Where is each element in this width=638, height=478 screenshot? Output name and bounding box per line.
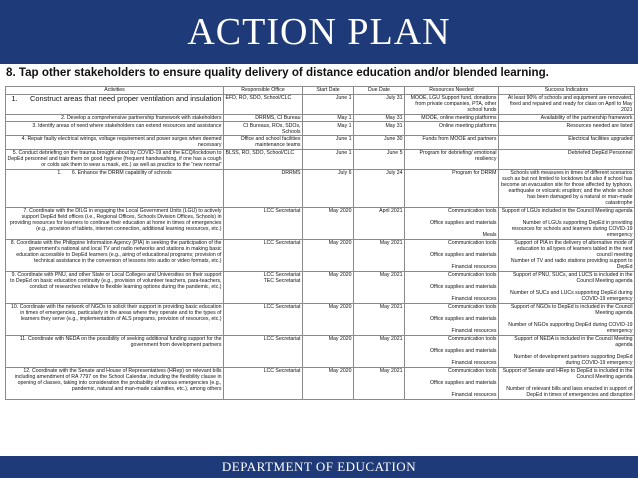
start-date-cell: May 1	[303, 122, 354, 136]
activity-cell: 7. Coordinate with the DILG in engaging the Local Government Units (LGU) to actively support DepEd field offices (i.e., Regional Offices, Schools Division Offices, Schools) in providing resources for learners to continue their education at home in times of emergencies (e.g., provision of tablets, internet connection, additional learning resources, etc.)	[6, 207, 224, 239]
resources-cell	[405, 239, 499, 271]
indicator-item: Support of Senate and HRep to DepEd is included in the Council Meeting agenda	[502, 368, 633, 381]
start-date-cell: May 2020	[303, 303, 354, 335]
indicators-cell: Schools with measures in times of different scenarios such as but not limited to lockdown but also if school has become an evacuation site for those affected by typhoon, earthquake or volcanic eruption; and the whole school has been damaged by a natural or man-made catastrophe	[499, 169, 635, 207]
activity-cell: 8. Coordinate with the Philippine Information Agency (PIA) in seeking the participation of the government’s national and local TV and radio networks and stations in making basic education accessible to DepEd learners (e.g., airing of educational programs; provision of technical assistance in the conversion of lessons into audio or video formats, etc.)	[6, 239, 224, 271]
due-date-cell: June 30	[354, 136, 405, 150]
resources-cell: MOOE, online meeting platforms	[405, 114, 499, 122]
office-item: TEC Secretariat	[263, 278, 301, 285]
indicator-item: Number of TV and radio stations providing support to DepEd	[510, 258, 633, 271]
table-row	[6, 207, 635, 239]
activity-cell: 9. Coordinate with PNU, and other State or Local Colleges and Universities on their support to DepEd on basic education continuity (e.g., provision of volunteer teachers, para-teachers, conduct of researches relative to flexible learning options during the pandemic, etc.)	[6, 271, 224, 303]
resource-item: Communication tools	[448, 304, 497, 311]
indicators-cell: Debriefed DepEd Personnel	[499, 149, 635, 169]
office-cell: BLSS, RO, SDO, School/CLC	[224, 149, 303, 169]
resources-cell: Program for DRRM	[405, 169, 499, 207]
column-header: Due Date	[354, 87, 405, 95]
resources-cell: Funds from MOOE and partners	[405, 136, 499, 150]
resource-item: Meals	[482, 232, 497, 239]
resource-item: Office supplies and materials	[429, 252, 497, 259]
office-cell: LCC Secretariat	[224, 239, 303, 271]
activity-cell: 4. Repair faulty electrical wirings, voltage requirement and power surges when deemed necessary	[6, 136, 224, 150]
start-date-cell: May 2020	[303, 271, 354, 303]
table-row	[6, 136, 635, 150]
due-date-cell: May 2021	[354, 367, 405, 399]
start-date-cell: May 2020	[303, 367, 354, 399]
title-banner	[0, 0, 638, 64]
due-date-cell: May 31	[354, 122, 405, 136]
start-date-cell: May 1	[303, 114, 354, 122]
resources-cell: Program for debriefing/ emotional resiliency	[405, 149, 499, 169]
table-row	[6, 169, 635, 207]
indicators-cell: Availability of the partnership framework	[499, 114, 635, 122]
indicator-item: Number of LGUs supporting DepEd in providing resources for schools and learners during COVID-19 emergency	[511, 220, 633, 239]
activity-cell: 3. Identify areas of need where stakeholders can extend resources and assistance	[6, 122, 224, 136]
resource-item: Communication tools	[448, 208, 497, 215]
activity-cell: 2. Develop a comprehensive partnership framework with stakeholders	[6, 114, 224, 122]
resource-item: Office supplies and materials	[429, 284, 497, 291]
resources-cell	[405, 335, 499, 367]
section-heading: 8. Tap other stakeholders to ensure quality delivery of distance education and/or blended learning.	[6, 66, 549, 79]
indicator-item: Number of relevant bills and laws enacted in support of DepEd in times of emergencies and disruption	[506, 386, 633, 399]
resources-cell	[405, 303, 499, 335]
resource-item: Financial resources	[451, 328, 497, 335]
action-plan-table	[5, 86, 635, 400]
table-row	[6, 239, 635, 271]
office-cell: EFD, RO, SDO, School/CLC	[224, 94, 303, 114]
activity-cell: 1. 6. Enhance the DRRM capability of schools	[6, 169, 224, 207]
column-header: Activities	[6, 87, 224, 95]
table-header-row	[6, 87, 635, 95]
indicators-cell	[499, 303, 635, 335]
office-cell: DRRMS	[224, 169, 303, 207]
table-row	[6, 122, 635, 136]
activity-cell: 5. Conduct debriefing on the trauma brought about by COVID-19 and the ECQ/lockdown to DepEd personnel and train them on good hygiene (frequent handwashing, if one has a cough or colds ask them to wear a mask, etc.) as well as practice to the “new normal”	[7, 150, 222, 169]
column-header: Start Date	[303, 87, 354, 95]
due-date-cell: June 5	[354, 149, 405, 169]
indicator-item: Support of PNU, SUCs, and LUCS is included in the Council Meeting agenda	[512, 272, 633, 285]
activity-cell: 1. Construct areas that need proper ventilation and insulation	[6, 94, 224, 114]
resources-cell: MOOE, LGU Support fund, donations from private companies, PTA, other school funds	[405, 94, 499, 114]
start-date-cell: June 1	[303, 94, 354, 114]
resources-cell	[405, 207, 499, 239]
indicators-cell	[499, 367, 635, 399]
page-title: ACTION PLAN	[187, 11, 451, 53]
due-date-cell: July 31	[354, 94, 405, 114]
footer-text: DEPARTMENT OF EDUCATION	[221, 459, 417, 474]
table-row	[6, 303, 635, 335]
table-row	[6, 114, 635, 122]
footer-banner	[0, 456, 638, 478]
indicator-item: Support of PIA in the delivery of alternative mode of education to all types of learners tabled in the next council meeting	[514, 240, 633, 259]
action-plan-table-container	[5, 86, 634, 400]
indicator-item: Support of LGUs included in the Council Meeting agenda	[501, 208, 633, 215]
resource-item: Office supplies and materials	[429, 380, 497, 387]
office-cell: LCC Secretariat	[224, 303, 303, 335]
indicator-item: Number of NGOs supporting DepEd during COVID-19 emergency	[508, 322, 633, 335]
resource-item: Office supplies and materials	[429, 316, 497, 323]
start-date-cell: May 2020	[303, 335, 354, 367]
column-header: Responsible Office	[224, 87, 303, 95]
start-date-cell: May 2020	[303, 207, 354, 239]
indicators-cell: Resources needed are listed	[499, 122, 635, 136]
activity-cell: 10. Coordinate with the network of NGOs to solicit their support in providing basic education in times of emergencies, particularly in the areas where they operate and to the types of learners they serve (e.g., implementation of ALS programs, provision of resources, etc.)	[6, 303, 224, 335]
office-cell: DRRMS, CI Bureau	[224, 114, 303, 122]
resource-item: Financial resources	[451, 392, 497, 399]
column-header: Resources Needed	[405, 87, 499, 95]
indicators-cell	[499, 207, 635, 239]
resource-item: Financial resources	[451, 296, 497, 303]
table-row	[6, 271, 635, 303]
due-date-cell: May 2021	[354, 335, 405, 367]
office-cell: CI Bureaus, ROs, SDOs, Schools	[224, 122, 303, 136]
due-date-cell: May 31	[354, 114, 405, 122]
office-cell: LCC Secretariat	[224, 367, 303, 399]
due-date-cell: May 2021	[354, 239, 405, 271]
resource-item: Office supplies and materials	[429, 348, 497, 355]
table-row	[6, 335, 635, 367]
resources-cell	[405, 367, 499, 399]
start-date-cell: July 6	[303, 169, 354, 207]
office-cell: LCC Secretariat	[224, 335, 303, 367]
indicator-item: Support of NGOs to DepEd is included in the Council Meeting agenda	[510, 304, 633, 317]
resource-item: Communication tools	[448, 336, 497, 343]
resource-item: Communication tools	[448, 272, 497, 279]
indicator-item: Number of SUCs and LUCs supporting DepEd during COVID-19 emergency	[509, 290, 633, 303]
resource-item: Communication tools	[448, 368, 497, 375]
table-row	[6, 94, 635, 114]
column-header: Success Indicators	[499, 87, 635, 95]
resource-item: Financial resources	[451, 264, 497, 271]
indicators-cell	[499, 335, 635, 367]
resources-cell	[405, 271, 499, 303]
resource-item: Office supplies and materials	[429, 220, 497, 227]
office-cell: Office and school facilities maintenance teams	[224, 136, 303, 150]
resource-item: Communication tools	[448, 240, 497, 247]
indicators-cell	[499, 239, 635, 271]
table-row	[6, 367, 635, 399]
indicator-item: Support of NEDA is included in the Council Meeting agenda	[514, 336, 633, 349]
activity-cell: 11. Coordinate with NEDA on the possibility of seeking additional funding support for the government from development partners	[6, 335, 224, 367]
activity-cell: 12. Coordinate with the Senate and House of Representatives (HRep) on relevant bills including amendment of RA 7797 on the School Calendar, including the flexibility clause in opening of classes, taking into consideration the probability of various emergencies (e.g., pandemic, natural and man-made calamities, etc.), among others	[6, 367, 224, 399]
resources-cell: Online meeting platforms	[405, 122, 499, 136]
due-date-cell: May 2021	[354, 271, 405, 303]
due-date-cell: April 2021	[354, 207, 405, 239]
office-cell: LCC Secretariat	[224, 207, 303, 239]
indicator-item: Number of development partners supporting DepEd during COVID-19 emergency	[513, 354, 633, 367]
table-row	[6, 149, 635, 169]
resource-item: Financial resources	[451, 360, 497, 367]
office-item: LCC Secretariat	[263, 272, 301, 279]
indicators-cell: Electrical facilities upgraded	[499, 136, 635, 150]
office-cell	[224, 271, 303, 303]
indicators-cell	[499, 271, 635, 303]
start-date-cell: June 1	[303, 136, 354, 150]
start-date-cell: May 2020	[303, 239, 354, 271]
start-date-cell: June 1	[303, 149, 354, 169]
due-date-cell: July 24	[354, 169, 405, 207]
indicators-cell: At least 90% of schools and equipment are renovated, fixed and repaired and ready for class on April to May 2021	[499, 94, 635, 114]
due-date-cell: May 2021	[354, 303, 405, 335]
